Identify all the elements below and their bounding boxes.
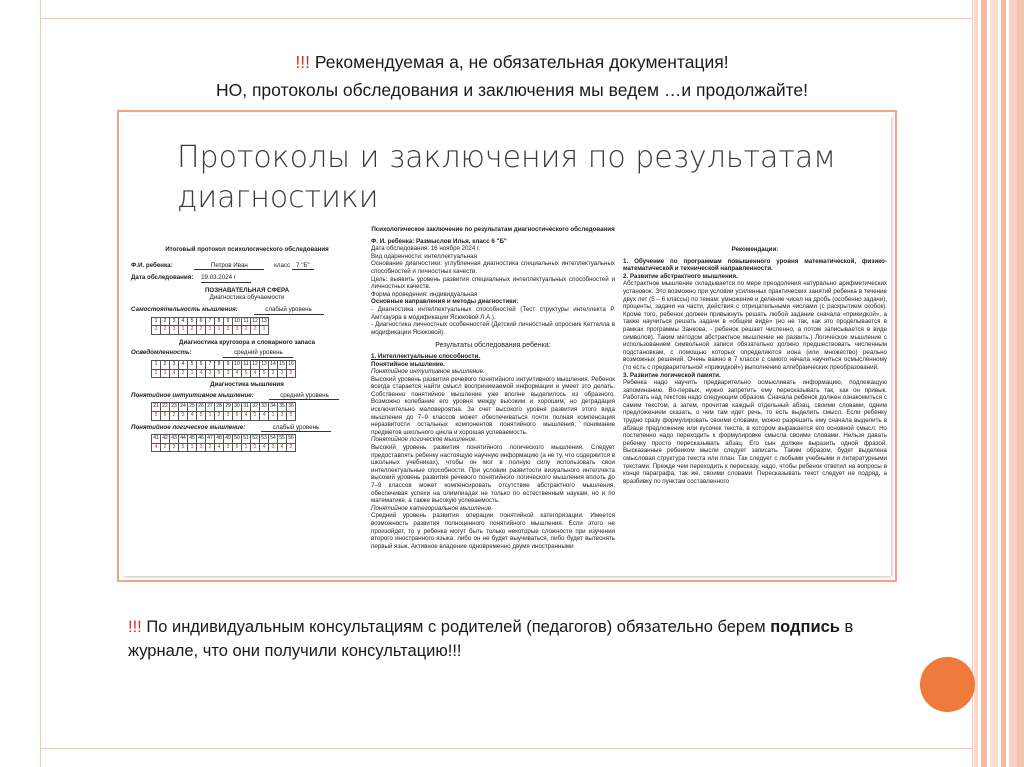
conclusion-title: Психологическое заключение по результатам диагностического обследования — [371, 226, 615, 233]
recommendations-column — [623, 246, 887, 485]
recommendation-1: 1. Обучение по программам повышенного уровня математической, физико-математической и технической направленности. — [623, 257, 887, 273]
class-value: 7 "Б" — [292, 262, 314, 271]
recommendation-2: 2. Развитие абстрактного мышления. — [623, 272, 738, 280]
independence-label: Самостоятельность мышления: — [131, 305, 238, 313]
section-1b: Понятийное интуитивное мышление. — [371, 368, 485, 376]
results-title: Результаты обследования ребенка: — [435, 342, 551, 350]
intuitive-table: 21 22 23 24 25 26 27 28 29 30 31 32 33 34 35 36 5 5 2 3 4 5 1 2 3 5 4 2 4 1 3 5 — [151, 402, 296, 420]
date-value: 19.03.2024 г — [201, 274, 251, 283]
child-name: Петров Иван — [194, 262, 264, 271]
logical-table: 41 42 43 44 45 46 47 48 49 50 51 52 53 54 55 56 4 2 3 5 1 3 2 4 3 5 1 2 4 3 4 2 — [151, 434, 296, 452]
protocol-title: Итоговый протокол психологического обследования — [165, 246, 329, 253]
protocol-column — [131, 246, 363, 454]
recommendation-para-1: Абстрактное мышление складывается по мере преодоления натурально арифметических установок. Это возможно при условии усиленных практических занятий ребенка в течение двух лет (5 – 6 классы) по темам: умножение и деление чисел на дробь (особенно задачи), проценты, задачи на части, действия с отрицательными числами (с раскрытием скобок). Кроме того, ребенок должен привыкнуть решать любой задание сначала «прикидкой», а также научиться решать задачи в «общем виде» (но не так, как это проделывается в рамках программы Занкова, - ребенок решает численно, а потом записывается в виде символов). Таким методом абстрактное мышление не развить.) Логическое мышление с использованием символьной записи обязательно должно предшествовать численным подстановкам, с помощью которых определяются иона (или множество) реально возможных решений. Очень важно в 7 классе с самого начала научиться осмысленному (то есть с предварительной «прикидкой») выполнению алгебраических преобразований. — [623, 280, 887, 371]
recommendation-para-2: Ребенка надо научить предварительно осмысливать информацию, подлежащую запоминанию. Во-первых, нужно запретить ему пересказывать так, как он привык. Работать над текстом надо следующим образом. Сначала ребенок должен ознакомиться с самим текстом, а затем, прочитав каждый отдельный абзац, своими словами, одним предложением сказать, о чем там идет речь, то есть выделить смысл. Если ребенку трудно сразу формулировать своими словами, можно разрешить ему сначала выделить в абзаце предложение или кусочек текста, в котором выражается его основной смысл. Но постепенно надо переходить к формулировке смысла своими словами. Нельзя давать ребенку просто пересказывать абзац. Его сын должен выразить одной фразой. Высказанные ребенком мысли следует записать. Таким образом, будет выделена смысловая структура текста или план. Так следует с любыми учебными и литературными текстами. Прежде чем переходить к пересказу, надо, чтобы ребенок ответил на вопросы в конце параграфа, так же, своими словами. Пересказывать текст следует не подряд, а вразбивку по пунктам составленного — [623, 379, 887, 485]
independence-table: 1 2 3 4 5 6 7 8 9 10 11 12 13 2 2 3 1 2 2 1 1 3 3 2 2 1 — [151, 317, 269, 335]
conclusion-date: Дата обследования: 16 ноября 2024 г. — [371, 245, 481, 253]
section-1a: Понятийное мышление. — [371, 360, 445, 368]
conclusion-diagnosis: Основание диагностики: углубленная диагностика специальных интеллектуальных способностей и личностных качеств. — [371, 260, 615, 275]
note-exclamation: !!! — [128, 618, 142, 636]
intuitive-label: Понятийное интуитивное мышление: — [131, 391, 254, 399]
decorative-circle — [920, 657, 975, 712]
independence-value: слабый уровень — [254, 306, 324, 315]
decorative-stripes — [974, 0, 1024, 767]
note-bold-word: подпись — [770, 618, 840, 636]
recommendation-3: 3. Развитие логической памяти. — [623, 371, 721, 379]
method-1: - Диагностика интеллектуальных способностей (Тест структуры интеллекта Р. Амтхауэра в модификации Ясюковой Л.А.). — [371, 305, 615, 321]
note-text-1: По индивидуальным консультациям с родителей (педагогов) обязательно берем — [146, 618, 766, 636]
conclusion-form: Форма проведения: индивидуальная — [371, 290, 478, 298]
header-line-2: НО, протоколы обследования и заключения мы ведем …и продолжайте! — [215, 80, 809, 100]
exclamation: !!! — [295, 52, 311, 72]
conclusion-para-2: Высокий уровень развития понятийного логического мышления. Следует предоставлять ребенку настоящую научную информацию (а не ту, что содержится в школьных учебниках), чтобы он мог в полную силу использовать свои интеллектуальные способности. При условии развитости визуального интеллекта высокий уровень развития речевого понятийного логического мышления вплоть до 7–9 классов может компенсировать отсутствие абстрактного мышления, обеспечивая успехи на олимпиадах не только по естественным наукам, но и по математике, а также высокую успеваемость. — [371, 444, 615, 505]
horizon-title: Диагностика кругозора и словарного запаса — [179, 338, 315, 346]
method-2: - Диагностика личностных особенностей (Детский личностный опросник Кеттелла в модификации Ясюковой). — [371, 321, 615, 336]
thinking-title: Диагностика мышления — [210, 381, 284, 389]
note-text-2: в журнале, что они получили консультацию!!! — [128, 618, 854, 660]
header-text-1: Рекомендуемая а, не обязательная документация! — [314, 52, 729, 72]
awareness-value: средний уровень — [223, 349, 293, 358]
section-1d: Понятийное категориальное мышление. — [371, 504, 493, 512]
logical-value: слабый уровень — [261, 424, 331, 433]
recommendations-title: Рекомендации: — [731, 246, 779, 253]
header-line-1 — [0, 52, 1024, 73]
awareness-table: 1 2 3 4 5 6 7 8 9 10 11 12 13 14 15 16 2 1 4 2 1 4 3 5 3 4 5 4 5 2 3 2 — [151, 360, 296, 378]
awareness-label: Осведомленность: — [131, 349, 192, 357]
methods-title: Основные направления и методы диагностики: — [371, 298, 519, 306]
date-label: Дата обследования: — [131, 274, 194, 282]
conclusion-goal: Цель: выявить уровень развития специальных интеллектуальных способностей и личностных качеств. — [371, 275, 615, 291]
document-image — [117, 110, 897, 582]
section-1c: Понятийное логическое мышление. — [371, 436, 478, 444]
child-label: Ф.И. ребенка: — [131, 261, 173, 269]
conclusion-column — [371, 226, 615, 550]
conclusion-giftedness: Вид одаренности: интеллектуальная — [371, 252, 477, 260]
intuitive-value: средний уровень — [269, 392, 339, 401]
class-label: класс — [274, 261, 291, 269]
sphere-title: ПОЗНАВАТЕЛЬНАЯ СФЕРА — [204, 286, 290, 294]
document-title: Протоколы и заключения по результатам диагностики — [177, 140, 836, 215]
sphere-subtitle: Диагностика обучаемости — [209, 294, 285, 302]
consultation-note — [128, 615, 928, 663]
conclusion-para-3: Средний уровень развития операции понятийной категоризации. Имеется возможность развития полноценного понятийного мышления. Если этого не произойдет, то у ребенка могут быть только некоторые сложности при изучении второго иностранного языка: либо он не будет выучиваться, либо будет вытеснять первый язык. Активное владение одновременно двумя иностранными — [371, 512, 615, 550]
section-1: 1. Интеллектуальные способности. — [371, 352, 481, 360]
conclusion-child: Ф. И. ребенка: Размыслов Илья, класс 6 "Б" — [371, 237, 507, 245]
logical-label: Понятийное логическое мышление: — [131, 423, 246, 431]
conclusion-para-1: Высокий уровень развития речевого понятийного интуитивного мышления. Ребенок всегда старается найти смысл воспринимаемой информации и умеет это делать. Собственно понятийное мышление уже вполне выделилось из образного. Возможно колебание его уровня между высоким и хорошим, но деградация исключительно маловероятна. За счет высокого уровня развития этого вида мышления до 7–9 классов может обеспечиваться почти полная компенсация неразвитости остальных компонентов понятийного мышления, понимание предметов школьного цикла и хорошая успеваемость. — [371, 375, 615, 436]
